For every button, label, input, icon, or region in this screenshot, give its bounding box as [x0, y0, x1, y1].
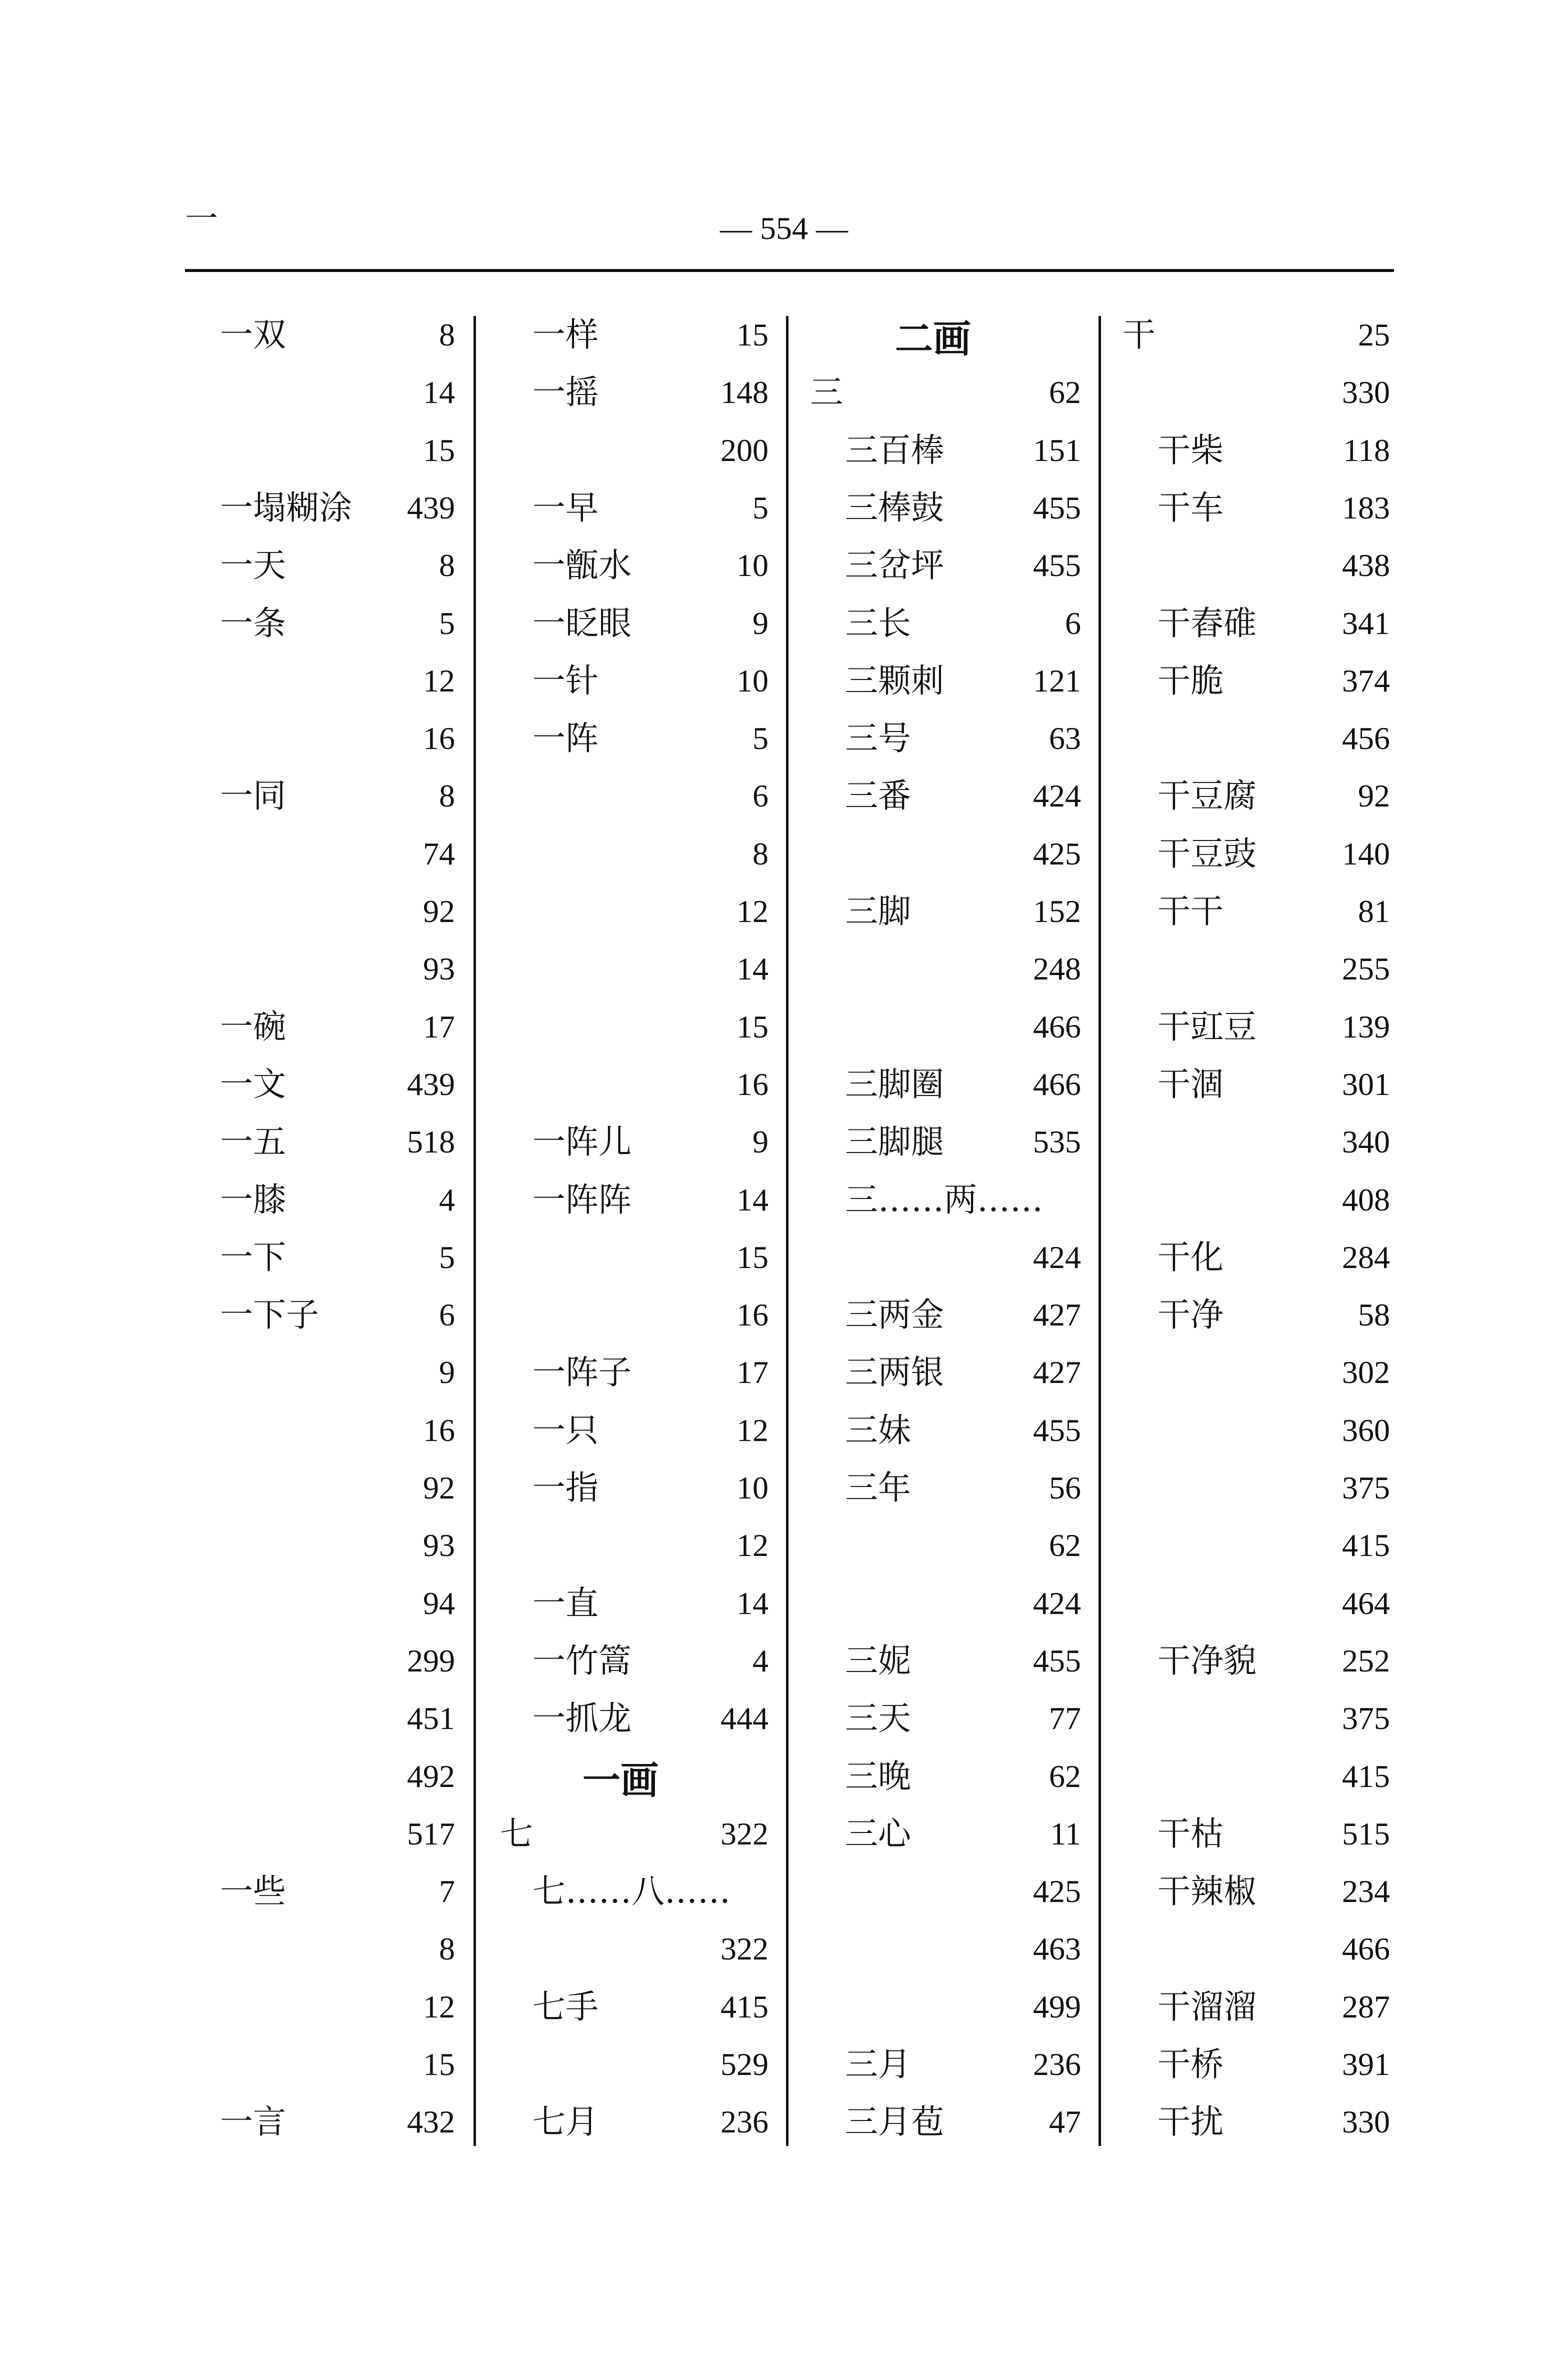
entry-page-number: 12 [736, 894, 768, 929]
entry-term: 干舂碓 [1158, 604, 1256, 642]
entry-term: 七手 [532, 1987, 598, 2026]
entry-page-number: 8 [439, 1931, 455, 1967]
entry-page-number: 415 [1342, 1758, 1390, 1794]
index-entry [0, 479, 1568, 537]
entry-term: 一指 [532, 1468, 598, 1507]
entry-page-number: 8 [439, 778, 455, 814]
index-entry [0, 1286, 1568, 1344]
entry-term: 干车 [1158, 488, 1224, 527]
entry-page-number: 375 [1342, 1700, 1390, 1736]
index-entry [0, 422, 1568, 480]
entry-term: 一塌糊涂 [220, 488, 352, 527]
entry-page-number: 439 [407, 490, 455, 526]
entry-term: 三两金 [845, 1296, 944, 1334]
entry-page-number: 444 [720, 1700, 768, 1736]
entry-page-number: 10 [736, 662, 768, 698]
index-entry [0, 1862, 1568, 1920]
entry-term: 一竹篙 [532, 1641, 632, 1680]
entry-page-number: 8 [439, 317, 455, 352]
entry-page-number: 152 [1033, 894, 1081, 929]
entry-page-number: 301 [1342, 1066, 1390, 1102]
entry-page-number: 535 [1033, 1124, 1081, 1160]
entry-page-number: 139 [1342, 1008, 1390, 1044]
entry-page-number: 322 [720, 1816, 768, 1852]
entry-page-number: 56 [1049, 1470, 1081, 1506]
entry-term: 一文 [220, 1064, 286, 1104]
entry-term: 三年 [845, 1468, 911, 1507]
index-entry [0, 825, 1568, 883]
entry-page-number: 121 [1033, 662, 1081, 698]
entry-term: 一双 [220, 316, 286, 354]
entry-term: 干豇豆 [1158, 1007, 1256, 1046]
entry-term: 一天 [220, 546, 286, 585]
entry-page-number: 466 [1033, 1066, 1081, 1102]
entry-term: 三百棒 [845, 430, 944, 470]
index-entry [0, 1805, 1568, 1863]
entry-page-number: 15 [736, 1239, 768, 1275]
entry-page-number: 148 [720, 374, 768, 410]
entry-page-number: 4 [439, 1182, 455, 1218]
entry-page-number: 92 [423, 1470, 455, 1506]
entry-page-number: 4 [752, 1642, 768, 1678]
entry-page-number: 10 [736, 548, 768, 584]
entry-page-number: 6 [1065, 605, 1081, 641]
entry-page-number: 464 [1342, 1585, 1390, 1621]
entry-page-number: 16 [736, 1066, 768, 1102]
entry-term: 七……八…… [532, 1872, 730, 1911]
entry-term: 一阵 [532, 719, 598, 758]
entry-page-number: 517 [407, 1816, 455, 1852]
entry-term: 三两银 [845, 1353, 944, 1392]
index-entry [0, 1978, 1568, 2036]
entry-page-number: 9 [752, 605, 768, 641]
entry-page-number: 14 [736, 1585, 768, 1621]
entry-term: 七 [500, 1814, 533, 1853]
entry-page-number: 15 [736, 1008, 768, 1044]
entry-term: 干涸 [1158, 1064, 1224, 1104]
index-entry [0, 306, 1568, 364]
entry-page-number: 248 [1033, 951, 1081, 987]
entry-page-number: 425 [1033, 1874, 1081, 1910]
entry-page-number: 183 [1342, 490, 1390, 526]
entry-page-number: 17 [736, 1354, 768, 1390]
entry-page-number: 255 [1342, 951, 1390, 987]
entry-page-number: 200 [720, 432, 768, 468]
entry-term: 三……两…… [845, 1180, 1043, 1219]
index-entry [0, 2093, 1568, 2151]
index-entry [0, 594, 1568, 652]
entry-term: 三妮 [845, 1641, 911, 1680]
entry-page-number: 14 [736, 1182, 768, 1218]
entry-term: 七月 [532, 2102, 598, 2142]
entry-page-number: 456 [1342, 720, 1390, 756]
entry-term: 三岔坪 [845, 546, 944, 585]
entry-page-number: 16 [423, 1412, 455, 1448]
entry-term: 一碗 [220, 1007, 286, 1046]
entry-page-number: 455 [1033, 1412, 1081, 1448]
index-entry [0, 536, 1568, 594]
index-entry [0, 1574, 1568, 1632]
index-entry [0, 2036, 1568, 2094]
entry-term: 一甑水 [532, 546, 632, 585]
entry-page-number: 451 [407, 1700, 455, 1736]
entry-page-number: 25 [1358, 317, 1390, 352]
entry-page-number: 415 [1342, 1528, 1390, 1564]
entry-term: 三番 [845, 776, 911, 816]
entry-term: 干净貌 [1158, 1641, 1256, 1680]
entry-page-number: 234 [1342, 1874, 1390, 1910]
entry-page-number: 17 [423, 1008, 455, 1044]
entry-page-number: 424 [1033, 1239, 1081, 1275]
entry-term: 三脚圈 [845, 1064, 944, 1104]
entry-page-number: 424 [1033, 778, 1081, 814]
entry-term: 干枯 [1158, 1814, 1224, 1853]
entry-page-number: 432 [407, 2104, 455, 2140]
entry-term: 一抓龙 [532, 1699, 632, 1738]
entry-term: 一眨眼 [532, 604, 632, 642]
entry-term: 干辣椒 [1158, 1872, 1256, 1911]
entry-page-number: 391 [1342, 2046, 1390, 2082]
index-entry [0, 1920, 1568, 1978]
header-rule [185, 269, 1394, 272]
entry-page-number: 63 [1049, 720, 1081, 756]
entry-term: 一早 [532, 488, 598, 527]
entry-page-number: 427 [1033, 1354, 1081, 1390]
entry-page-number: 408 [1342, 1182, 1390, 1218]
index-entry [0, 940, 1568, 998]
entry-term: 三月 [845, 2045, 911, 2084]
entry-page-number: 6 [752, 778, 768, 814]
entry-page-number: 15 [736, 317, 768, 352]
entry-page-number: 94 [423, 1585, 455, 1621]
entry-page-number: 287 [1342, 1988, 1390, 2024]
entry-term: 一只 [532, 1410, 598, 1450]
entry-page-number: 7 [439, 1874, 455, 1910]
index-entry [0, 767, 1568, 825]
entry-term: 一阵阵 [532, 1180, 632, 1219]
stroke-count-heading: 一画 [582, 1758, 658, 1802]
entry-page-number: 12 [736, 1528, 768, 1564]
entry-page-number: 8 [439, 548, 455, 584]
index-entry [0, 1516, 1568, 1574]
stroke-count-heading: 二画 [895, 316, 971, 361]
entry-page-number: 302 [1342, 1354, 1390, 1390]
entry-page-number: 466 [1033, 1008, 1081, 1044]
page-header [0, 0, 1568, 280]
entry-term: 干豆腐 [1158, 776, 1256, 816]
entry-term: 干溜溜 [1158, 1987, 1256, 2026]
entry-page-number: 93 [423, 951, 455, 987]
entry-page-number: 118 [1343, 432, 1390, 468]
index-entry [0, 1690, 1568, 1748]
entry-term: 一些 [220, 1872, 286, 1911]
entry-page-number: 330 [1342, 2104, 1390, 2140]
entry-term: 三天 [845, 1699, 911, 1738]
entry-page-number: 140 [1342, 836, 1390, 872]
entry-term: 三 [810, 373, 843, 412]
entry-page-number: 415 [720, 1988, 768, 2024]
entry-term: 三棒鼓 [845, 488, 944, 527]
entry-term: 三晚 [845, 1756, 911, 1796]
entry-page-number: 6 [439, 1297, 455, 1333]
entry-page-number: 9 [439, 1354, 455, 1390]
entry-term: 一五 [220, 1122, 286, 1162]
entry-page-number: 374 [1342, 662, 1390, 698]
entry-page-number: 16 [423, 720, 455, 756]
entry-term: 三颗刺 [845, 661, 944, 700]
entry-term: 一条 [220, 604, 286, 642]
index-entry [0, 652, 1568, 710]
entry-term: 干净 [1158, 1296, 1224, 1334]
entry-page-number: 284 [1342, 1239, 1390, 1275]
entry-page-number: 5 [439, 605, 455, 641]
entry-term: 一膝 [220, 1180, 286, 1219]
entry-page-number: 14 [423, 374, 455, 410]
index-entry [0, 998, 1568, 1056]
entry-page-number: 455 [1033, 490, 1081, 526]
entry-term: 三号 [845, 719, 911, 758]
entry-page-number: 492 [407, 1758, 455, 1794]
entry-page-number: 463 [1033, 1931, 1081, 1967]
entry-page-number: 439 [407, 1066, 455, 1102]
entry-page-number: 8 [752, 836, 768, 872]
entry-page-number: 529 [720, 2046, 768, 2082]
entry-term: 一言 [220, 2102, 286, 2142]
entry-term: 一阵儿 [532, 1122, 632, 1162]
entry-term: 一样 [532, 316, 598, 354]
index-entry [0, 1344, 1568, 1402]
entry-term: 一下子 [220, 1296, 319, 1334]
index-entry [0, 1228, 1568, 1286]
index-entry [0, 1171, 1568, 1229]
entry-term: 三脚腿 [845, 1122, 944, 1162]
entry-page-number: 12 [423, 662, 455, 698]
entry-page-number: 92 [423, 894, 455, 929]
index-entry [0, 1056, 1568, 1114]
entry-term: 干豆豉 [1158, 834, 1256, 873]
entry-page-number: 252 [1342, 1642, 1390, 1678]
entry-page-number: 424 [1033, 1585, 1081, 1621]
entry-page-number: 518 [407, 1124, 455, 1160]
entry-term: 三脚 [845, 892, 911, 930]
page-number: — 554 — [720, 210, 848, 246]
entry-page-number: 15 [423, 432, 455, 468]
entry-term: 干脆 [1158, 661, 1224, 700]
entry-page-number: 425 [1033, 836, 1081, 872]
entry-page-number: 375 [1342, 1470, 1390, 1506]
entry-page-number: 236 [720, 2104, 768, 2140]
entry-page-number: 81 [1358, 894, 1390, 929]
entry-page-number: 466 [1342, 1931, 1390, 1967]
entry-page-number: 5 [439, 1239, 455, 1275]
entry-term: 干柴 [1158, 430, 1224, 470]
entry-page-number: 299 [407, 1642, 455, 1678]
entry-term: 干扰 [1158, 2102, 1224, 2142]
entry-term: 一针 [532, 661, 598, 700]
entry-page-number: 455 [1033, 1642, 1081, 1678]
entry-term: 三妹 [845, 1410, 911, 1450]
entry-page-number: 427 [1033, 1297, 1081, 1333]
entry-term: 一摇 [532, 373, 598, 412]
entry-page-number: 236 [1033, 2046, 1081, 2082]
entry-term: 一直 [532, 1584, 598, 1622]
entry-term: 干干 [1158, 892, 1224, 930]
index-entry [0, 1459, 1568, 1517]
entry-term: 一下 [220, 1238, 286, 1276]
entry-term: 三月苞 [845, 2102, 944, 2142]
entry-page-number: 74 [423, 836, 455, 872]
entry-term: 一阵子 [532, 1353, 632, 1392]
entry-page-number: 93 [423, 1528, 455, 1564]
entry-page-number: 330 [1342, 374, 1390, 410]
entry-page-number: 15 [423, 2046, 455, 2082]
index-entry [0, 882, 1568, 940]
entry-page-number: 5 [752, 720, 768, 756]
entry-page-number: 47 [1049, 2104, 1081, 2140]
entry-term: 干 [1122, 316, 1156, 354]
entry-term: 干桥 [1158, 2045, 1224, 2084]
entry-page-number: 11 [1050, 1816, 1081, 1852]
entry-page-number: 499 [1033, 1988, 1081, 2024]
entry-page-number: 340 [1342, 1124, 1390, 1160]
index-entry [0, 364, 1568, 422]
entry-page-number: 92 [1358, 778, 1390, 814]
entry-page-number: 14 [736, 951, 768, 987]
entry-page-number: 10 [736, 1470, 768, 1506]
entry-page-number: 62 [1049, 1528, 1081, 1564]
radical-marker: 一 [185, 200, 218, 238]
index-entry [0, 710, 1568, 768]
entry-page-number: 9 [752, 1124, 768, 1160]
entry-page-number: 455 [1033, 548, 1081, 584]
entry-page-number: 12 [423, 1988, 455, 2024]
entry-term: 三长 [845, 604, 911, 642]
entry-page-number: 77 [1049, 1700, 1081, 1736]
entry-term: 干化 [1158, 1238, 1224, 1276]
index-entry [0, 1113, 1568, 1171]
entry-page-number: 341 [1342, 605, 1390, 641]
index-entry [0, 1402, 1568, 1460]
entry-page-number: 151 [1033, 432, 1081, 468]
entry-page-number: 515 [1342, 1816, 1390, 1852]
entry-term: 三心 [845, 1814, 911, 1853]
index-entry [0, 1632, 1568, 1690]
entry-term: 一同 [220, 776, 286, 816]
index-entry [0, 1748, 1568, 1806]
entry-page-number: 360 [1342, 1412, 1390, 1448]
entry-page-number: 5 [752, 490, 768, 526]
entry-page-number: 62 [1049, 374, 1081, 410]
entry-page-number: 62 [1049, 1758, 1081, 1794]
entry-page-number: 16 [736, 1297, 768, 1333]
entry-page-number: 438 [1342, 548, 1390, 584]
entry-page-number: 322 [720, 1931, 768, 1967]
entry-page-number: 58 [1358, 1297, 1390, 1333]
entry-page-number: 12 [736, 1412, 768, 1448]
